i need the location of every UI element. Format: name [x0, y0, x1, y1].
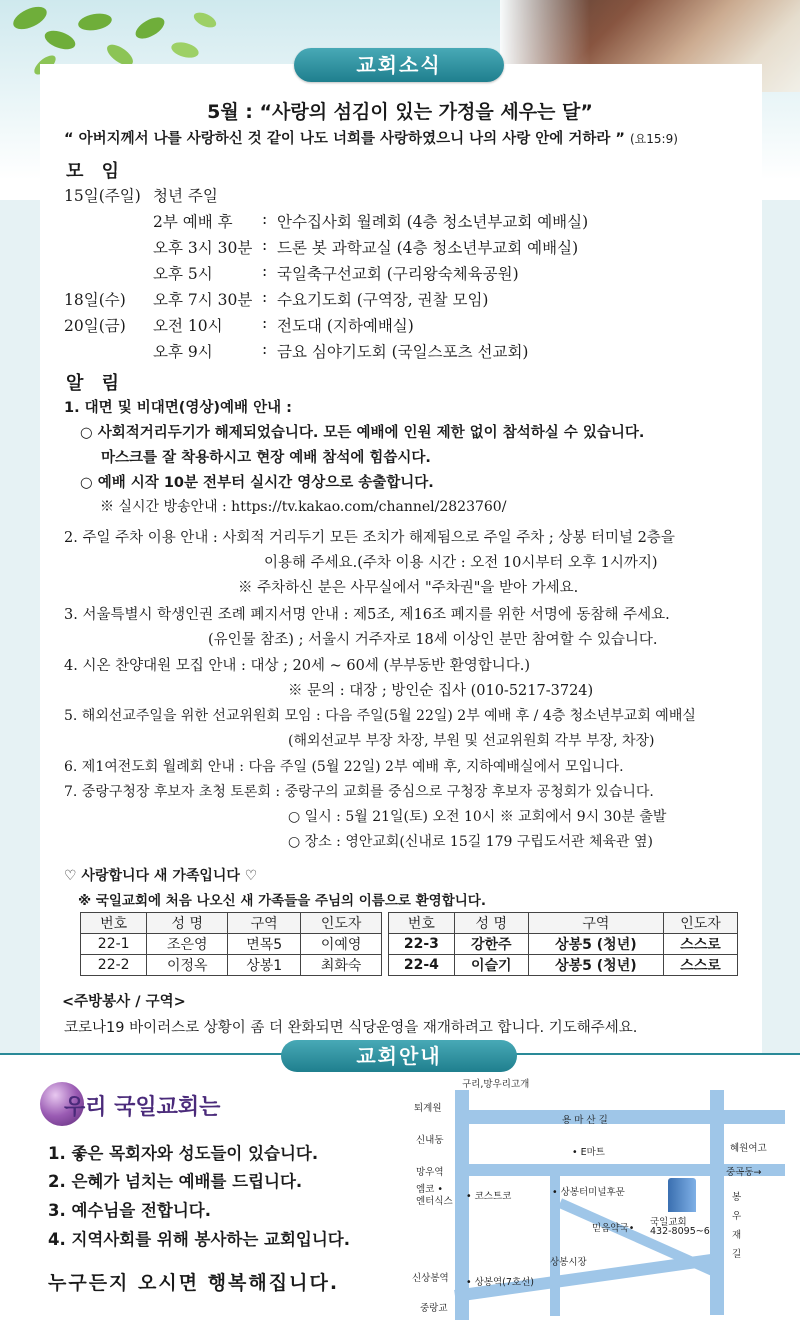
table-row: 22-2 이정옥 상봉1 최화숙	[81, 955, 382, 976]
map-road	[710, 1090, 724, 1315]
month-theme: 5월 : “사랑의 섬김이 있는 가정을 세우는 달”	[207, 101, 593, 123]
notice-line: 5. 해외선교주일을 위한 선교위원회 모임 : 다음 주일(5월 22일) 2부 예배 후 / 4층 청소년부교회 예배실	[64, 708, 696, 724]
guide-title: 교회안내	[281, 1040, 517, 1072]
meeting-row: 20일(금) 오전 10시 : 전도대 (지하예배실)	[64, 314, 414, 335]
church-building-icon	[668, 1178, 696, 1212]
notice-line: ○ 일시 : 5월 21일(토) 오전 10시 ※ 교회에서 9시 30분 출발	[288, 809, 667, 825]
notice-line: 4. 시온 찬양대원 모집 안내 : 대상 ; 20세 ~ 60세 (부부동반 환영합니다.)	[64, 658, 531, 674]
notice-line: ○ 장소 : 영안교회(신내로 15길 179 구립도서관 체육관 옆)	[288, 834, 653, 850]
notice-line: 이용해 주세요.(주차 이용 시간 : 오전 10시부터 오후 1시까지)	[264, 555, 658, 571]
verse-text: “ 아버지께서 나를 사랑하신 것 같이 나도 너희를 사랑하였으니 나의 사랑 안에 거하라 ”	[64, 131, 625, 147]
notice-line: 3. 서울특별시 학생인권 조례 폐지서명 안내 : 제5조, 제16조 폐지를 위한 서명에 동참해 주세요.	[64, 607, 670, 623]
page-title: 교회소식	[294, 48, 504, 82]
meeting-row: 15일(주일) 청년 주일	[64, 187, 218, 205]
family-heading: ♡ 사랑합니다 새 가족입니다 ♡	[64, 868, 258, 884]
kitchen-heading: <주방봉사 / 구역>	[62, 994, 186, 1010]
verse-ref: (요15:9)	[629, 132, 678, 146]
closing-message: 누구든지 오시면 행복해집니다.	[48, 1272, 340, 1294]
new-family-table-left	[80, 912, 382, 976]
family-subheading: ※ 국일교회에 처음 나오신 새 가족들을 주님의 이름으로 환영합니다.	[78, 893, 486, 909]
guide-point: 2. 은혜가 넘치는 예배를 드립니다.	[48, 1172, 303, 1191]
guide-point: 1. 좋은 목회자와 성도들이 있습니다.	[48, 1144, 319, 1163]
notice-line: 7. 중랑구청장 후보자 초청 토론회 : 중랑구의 교회를 중심으로 구청장 후보자 공청회가 있습니다.	[64, 784, 654, 800]
notice-line: 6. 제1여전도회 월례회 안내 : 다음 주일 (5월 22일) 2부 예배 후, 지하예배실에서 모입니다.	[64, 759, 624, 775]
kitchen-text: 코로나19 바이러스로 상황이 좀 더 완화되면 식당운영을 재개하려고 합니다. 기도해주세요.	[64, 1020, 638, 1036]
meeting-row: 오후 9시 : 금요 심야기도회 (국일스포츠 선교회)	[153, 340, 529, 361]
location-map: 구리,망우리고개 퇴계원 용 마 산 길 신내동 혜원여고 • E마트 망우역 중곡동→ 엠코 • 엔터식스 • 코스트코 • 상봉터미널후문 국일교회 432-8095~6 봉 우 재 길 믿음약국• 상봉시장 신상봉역 • 상봉역(7호선) 중랑교	[410, 1080, 800, 1320]
table-row: 22-3 강한주 상봉5 (청년) 스스로	[389, 934, 738, 955]
notice-line: ○ 사회적거리두기가 해제되었습니다. 모든 예배에 인원 제한 없이 참석하실 수 있습니다.	[80, 425, 645, 441]
meeting-row: 2부 예배 후 : 안수집사회 월례회 (4층 청소년부교회 예배실)	[153, 210, 589, 231]
new-family-table-right	[388, 912, 738, 976]
notice-line: ※ 문의 : 대장 ; 방인순 집사 (010-5217-3724)	[288, 683, 594, 699]
meeting-row: 오후 3시 30분 : 드론 봇 과학교실 (4층 청소년부교회 예배실)	[153, 236, 579, 257]
notice-line: 마스크를 잘 착용하시고 현장 예배 참석에 힘씁시다.	[101, 450, 431, 466]
guide-point: 4. 지역사회를 위해 봉사하는 교회입니다.	[48, 1230, 351, 1249]
table-row: 22-4 이슬기 상봉5 (청년) 스스로	[389, 955, 738, 976]
table-header-row: 번호 성 명 구역 인도자	[81, 913, 382, 934]
notice-line: ※ 주차하신 분은 사무실에서 "주차권"을 받아 가세요.	[238, 580, 579, 596]
notice-line: 1. 대면 및 비대면(영상)예배 안내 :	[64, 400, 292, 416]
notice-line: ○ 예배 시작 10분 전부터 실시간 영상으로 송출합니다.	[80, 475, 434, 491]
meetings-heading: 모 임	[66, 161, 126, 182]
notice-line: 2. 주일 주차 이용 안내 : 사회적 거리두기 모든 조치가 해제됨으로 주일 주차 ; 상봉 터미널 2층을	[64, 530, 675, 546]
scripture-verse	[64, 127, 784, 148]
table-header-row: 번호 성 명 구역 인도자	[389, 913, 738, 934]
notice-line: (유인물 참조) ; 서울시 거주자로 18세 이상인 분만 참여할 수 있습니다.	[208, 632, 658, 648]
our-church-title: 우리 국일교회는	[40, 1080, 260, 1126]
notice-line: ※ 실시간 방송안내 : https://tv.kakao.com/channel/2823760/	[100, 499, 507, 515]
table-row: 22-1 조은영 면목5 이예영	[81, 934, 382, 955]
map-road	[455, 1110, 785, 1124]
guide-point: 3. 예수님을 전합니다.	[48, 1201, 212, 1220]
notice-line: (해외선교부 부장 차장, 부원 및 선교위원회 각부 부장, 차장)	[288, 733, 655, 749]
meeting-row: 18일(수) 오후 7시 30분 : 수요기도회 (구역장, 권찰 모임)	[64, 288, 489, 309]
meeting-row: 오후 5시 : 국일축구선교회 (구리왕숙체육공원)	[153, 262, 519, 283]
notices-heading: 알 림	[66, 373, 126, 394]
